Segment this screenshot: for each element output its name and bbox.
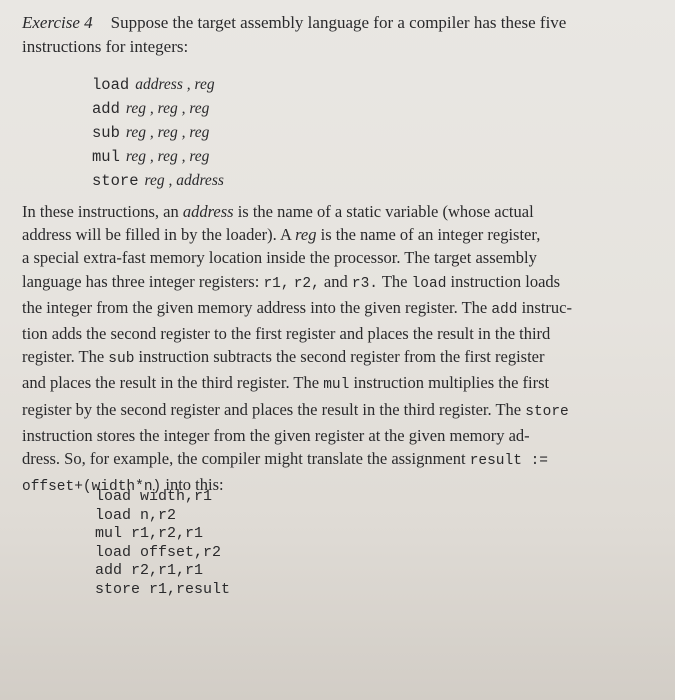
code-line: store r1,result — [95, 580, 231, 598]
instruction-item: store reg , address — [92, 172, 224, 190]
code-line: load offset,r2 — [95, 543, 222, 561]
para-line: instruction stores the integer from the given register at the given memory ad- — [22, 425, 530, 445]
exercise-label: Exercise 4 — [22, 13, 93, 32]
code-line: load n,r2 — [95, 506, 177, 524]
para-line: address will be filled in by the loader). A reg is the name of an integer register, — [22, 225, 541, 245]
para-line: offset+(width*n) into this: — [22, 475, 224, 496]
para-line: dress. So, for example, the compiler might translate the assignment result := — [22, 449, 549, 470]
instruction-item: add reg , reg , reg — [92, 100, 210, 118]
code-line: add r2,r1,r1 — [95, 562, 204, 580]
code-example — [95, 488, 230, 600]
instruction-item: load address , reg — [92, 76, 215, 94]
para-line: the integer from the given memory address into the given register. The add instruc- — [22, 297, 572, 318]
para-line: tion adds the second register to the first register and places the result in the third — [22, 324, 551, 344]
para-line: and places the result in the third register. The mul instruction multiplies the first — [22, 373, 550, 394]
instruction-list — [92, 73, 224, 193]
exercise-intro-line2: instructions for integers: — [22, 37, 189, 56]
instruction-item: mul reg , reg , reg — [92, 148, 210, 166]
para-line: language has three integer registers: r1, r2, and r3. The load instruction loads — [22, 271, 561, 292]
code-line: mul r1,r2,r1 — [95, 525, 204, 543]
para-line: register by the second register and places the result in the third register. The store — [22, 399, 569, 420]
exercise-intro-line1: Suppose the target assembly language for a compiler has these five — [110, 13, 567, 32]
para-line: In these instructions, an address is the name of a static variable (whose actual — [22, 202, 534, 221]
explanation-paragraph — [22, 200, 642, 499]
instruction-item: sub reg , reg , reg — [92, 124, 210, 142]
exercise-heading — [22, 12, 566, 33]
para-line: a special extra-fast memory location inside the processor. The target assembly — [22, 248, 537, 268]
code-line: load width,r1 — [95, 488, 213, 505]
para-line: register. The sub instruction subtracts the second register from the first register — [22, 347, 545, 368]
